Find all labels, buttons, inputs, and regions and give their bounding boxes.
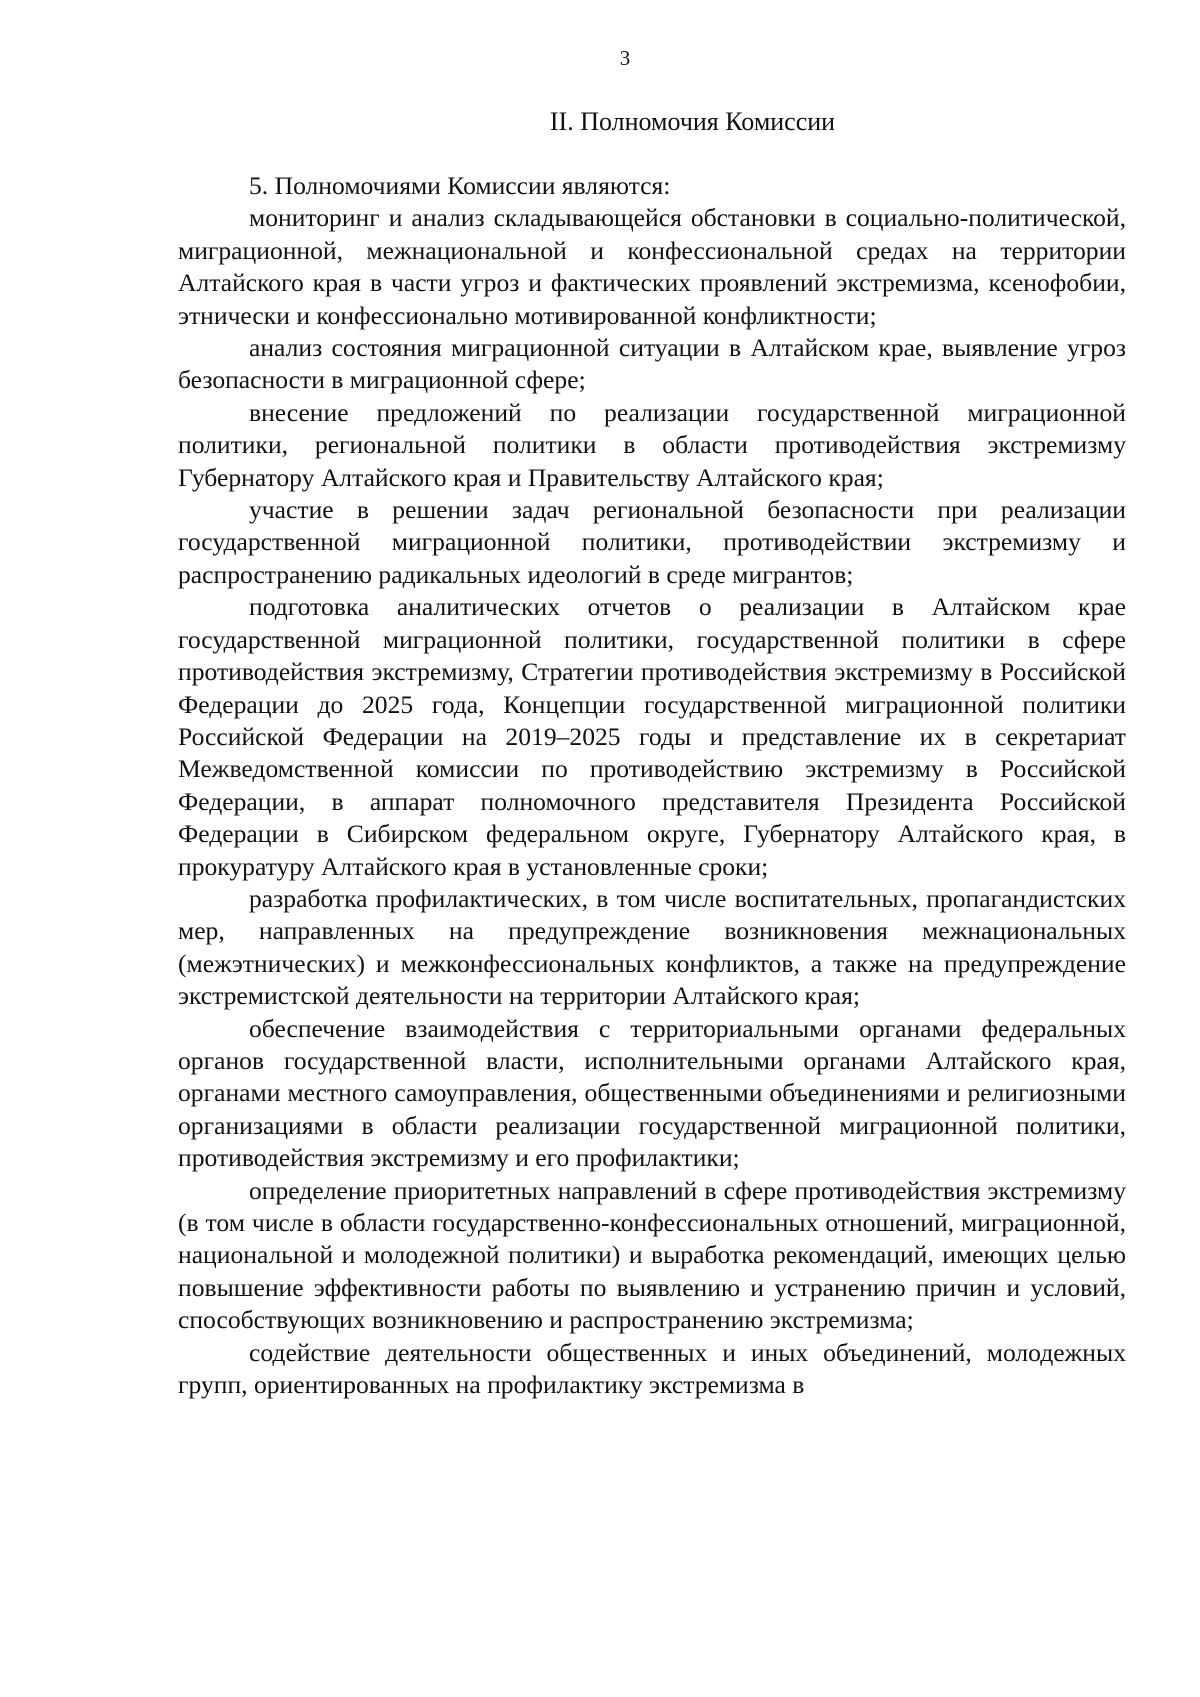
paragraph: анализ состояния миграционной ситуации в Алтайском крае, выявление угроз безопасности в миграционной сфере; — [178, 333, 1126, 395]
paragraph: содействие деятельности общественных и иных объединений, молодежных групп, ориентированных на профилактику экстремизма в — [178, 1337, 1126, 1400]
paragraph: мониторинг и анализ складывающейся обстановки в социально-политической, миграционной, межнациональной и конфессиональной средах на территории Алтайского края в части угроз и фактических проявлений экстремизма, ксенофобии, этнически и конфессионально мотивированной конфликтности; — [178, 203, 1126, 330]
paragraph: определение приоритетных направлений в сфере противодействия экстремизму (в том числе в области государственно-конфессиональных отношений, миграционной, национальной и молодежной политики) и выработка рекомендаций, имеющих целью повышение эффективности работы по выявлению и устранению причин и условий, способствующих возникновению и распространению экстремизма; — [178, 1175, 1126, 1335]
paragraph: обеспечение взаимодействия с территориальными органами федеральных органов государственной власти, исполнительными органами Алтайского края, органами местного самоуправления, общественными объединениями и религиозными организациями в области реализации государственной миграционной политики, противодействия экстремизму и его профилактики; — [178, 1013, 1126, 1173]
page-number: 3 — [619, 46, 631, 70]
paragraph: внесение предложений по реализации государственной миграционной политики, региональной политики в области противодействия экстремизму Губернатору Алтайского края и Правительству Алтайского края; — [178, 397, 1126, 492]
paragraph: подготовка аналитических отчетов о реализации в Алтайском крае государственной миграционной политики, государственной политики в сфере противодействия экстремизму, Стратегии противодействия экстремизму в Российской Федерации до 2025 года, Концепции государственной миграционной политики Российской Федерации на 2019–2025 годы и представление их в секретариат Межведомственной комиссии по противодействию экстремизму в Российской Федерации, в аппарат полномочного представителя Президента Российской Федерации в Сибирском федеральном округе, Губернатору Алтайского края, в прокуратуру Алтайского края в установленные сроки; — [178, 592, 1126, 881]
paragraph: разработка профилактических, в том числе воспитательных, пропагандистских мер, направленных на предупреждение возникновения межнациональных (межэтнических) и межконфессиональных конфликтов, а также на предупреждение экстремистской деятельности на территории Алтайского края; — [178, 883, 1126, 1011]
paragraph: участие в решении задач региональной безопасности при реализации государственной миграционной политики, противодействии экстремизму и распространению радикальных идеологий в среде мигрантов; — [178, 495, 1126, 589]
section-title: II. Полномочия Комиссии — [549, 107, 836, 136]
body-text — [178, 170, 1126, 1401]
paragraph: 5. Полномочиями Комиссии являются: — [249, 171, 671, 200]
